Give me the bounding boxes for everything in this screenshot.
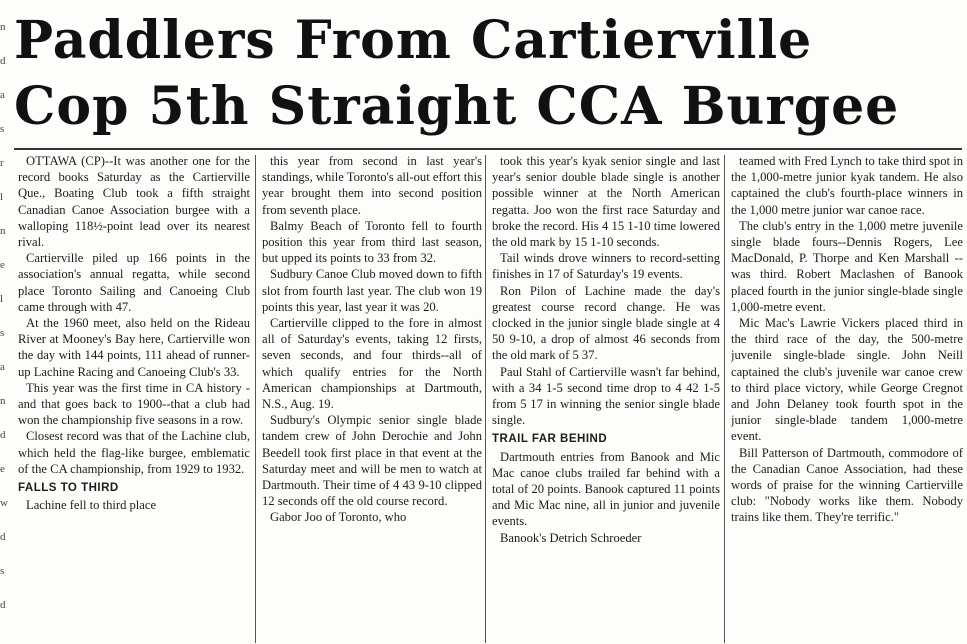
headline-rule (14, 148, 962, 150)
paragraph: This year was the first time in CA history -and that goes back to 1900--that a club had won the championship five seasons in a row. (18, 380, 250, 428)
paragraph: Balmy Beach of Toronto fell to fourth position this year from third last season, but upped its points to 33 from 32. (262, 218, 482, 266)
article-body (14, 153, 964, 643)
paragraph: Gabor Joo of Toronto, who (270, 510, 407, 525)
paragraph: Bill Patterson of Dartmouth, commodore of the Canadian Canoe Association, had these words of praise for the winning Cartierville club: "Nobody works like them. Nobody trains like them. They're terrific." (731, 445, 963, 525)
paragraph: Closest record was that of the Lachine club, which held the flag-like burgee, emblematic of the CA championship, from 1929 to 1932. (18, 429, 250, 476)
column-3 (492, 153, 720, 643)
paragraph: Dartmouth entries from Banook and Mic Mac canoe clubs trailed far behind with a total of 20 points. Banook captured 11 points and Mic Mac nine, all in junior and juvenile events. (492, 449, 720, 529)
paragraph: The club's entry in the 1,000 metre juvenile single blade fours--Dennis Rogers, Lee MacDonald, P. Thorpe and Ken Marshall --was third. Robert Maclashen of Banook placed fourth in the junior single-blade single 1,000-metre event. (731, 218, 963, 314)
paragraph: teamed with Fred Lynch to take third spot in the 1,000-metre junior kyak tandem. He also captained the club's fourth-place winners in the 1,000 metre junior war canoe race. (731, 154, 963, 217)
column-4 (731, 153, 963, 643)
paragraph: Cartierville clipped to the fore in almost all of Saturday's events, taking 12 firsts, seven seconds, and four thirds--all of which qualify entries for the North American championships at Dartmouth, N.S., Aug. 19. (262, 316, 482, 412)
column-1 (18, 153, 250, 643)
subheading: FALLS TO THIRD (18, 482, 119, 495)
paragraph: Paul Stahl of Cartierville wasn't far behind, with a 34 1-5 second time drop to 4 42 1-5 from 5 17 in winning the senior single blade single. (492, 364, 720, 428)
paragraph: Mic Mac's Lawrie Vickers placed third in the third race of the day, the 500-metre juvenile single-blade single. John Neill captained the club's juvenile war canoe crew to third place victory, while George Cregnot and John Delaney took fourth spot in the junior single-blade tandem 1,000-metre event. (731, 316, 963, 444)
headline (14, 8, 962, 140)
headline-line-1: Paddlers From Cartierville (14, 10, 813, 71)
paragraph: this year from second in last year's standings, while Toronto's all-out effort this year brought them into second position from seventh place. (262, 154, 482, 217)
paragraph: OTTAWA (CP)--It was another one for the record books Saturday as the Cartierville Que., Boating Club took a fifth straight Canadian Canoe Association burgee with a walloping 118½-point lead over its nearest rival. (18, 154, 250, 250)
paragraph: Ron Pilon of Lachine made the day's greatest course record change. He was clocked in the junior single blade single at 4 50 9-10, a drop of almost 46 seconds from the old mark of 5 37. (492, 283, 720, 363)
paragraph: At the 1960 meet, also held on the Rideau River at Mooney's Bay here, Cartierville won the day with 144 points, 111 ahead of runner-up Lachine Racing and Canoeing Club's 33. (18, 316, 250, 379)
adjacent-column-fragment: n d a s r l n e l s a n d e w d s d (0, 21, 8, 611)
subheading: TRAIL FAR BEHIND (492, 433, 608, 446)
paragraph: Sudbury Canoe Club moved down to fifth slot from fourth last year. The club won 19 points this year, last year it was 20. (262, 267, 482, 314)
paragraph: Cartierville piled up 166 points in the association's annual regatta, while second place Toronto Sailing and Canoeing Club came through with 47. (18, 251, 250, 314)
paragraph: Tail winds drove winners to record-setting finishes in 17 of Saturday's 19 events. (492, 251, 720, 282)
paragraph: Sudbury's Olympic senior single blade tandem crew of John Derochie and John Beedell took first place in that event at the Saturday meet and will be men to watch at Dartmouth. Their time of 4 43 9-10 clipped 12 seconds off the old course record. (262, 413, 482, 509)
paragraph: Banook's Detrich Schroeder (500, 530, 642, 545)
column-2 (262, 153, 482, 643)
paragraph: took this year's kyak senior single and last year's senior double blade single is another possible winner at the North American regatta. Joo won the first race Saturday and broke the record. His 4 15 1-10 time lowered the old mark by 15 1-10 seconds. (492, 154, 720, 250)
paragraph: Lachine fell to third place (26, 498, 157, 513)
headline-line-2: Cop 5th Straight CCA Burgee (14, 76, 900, 137)
